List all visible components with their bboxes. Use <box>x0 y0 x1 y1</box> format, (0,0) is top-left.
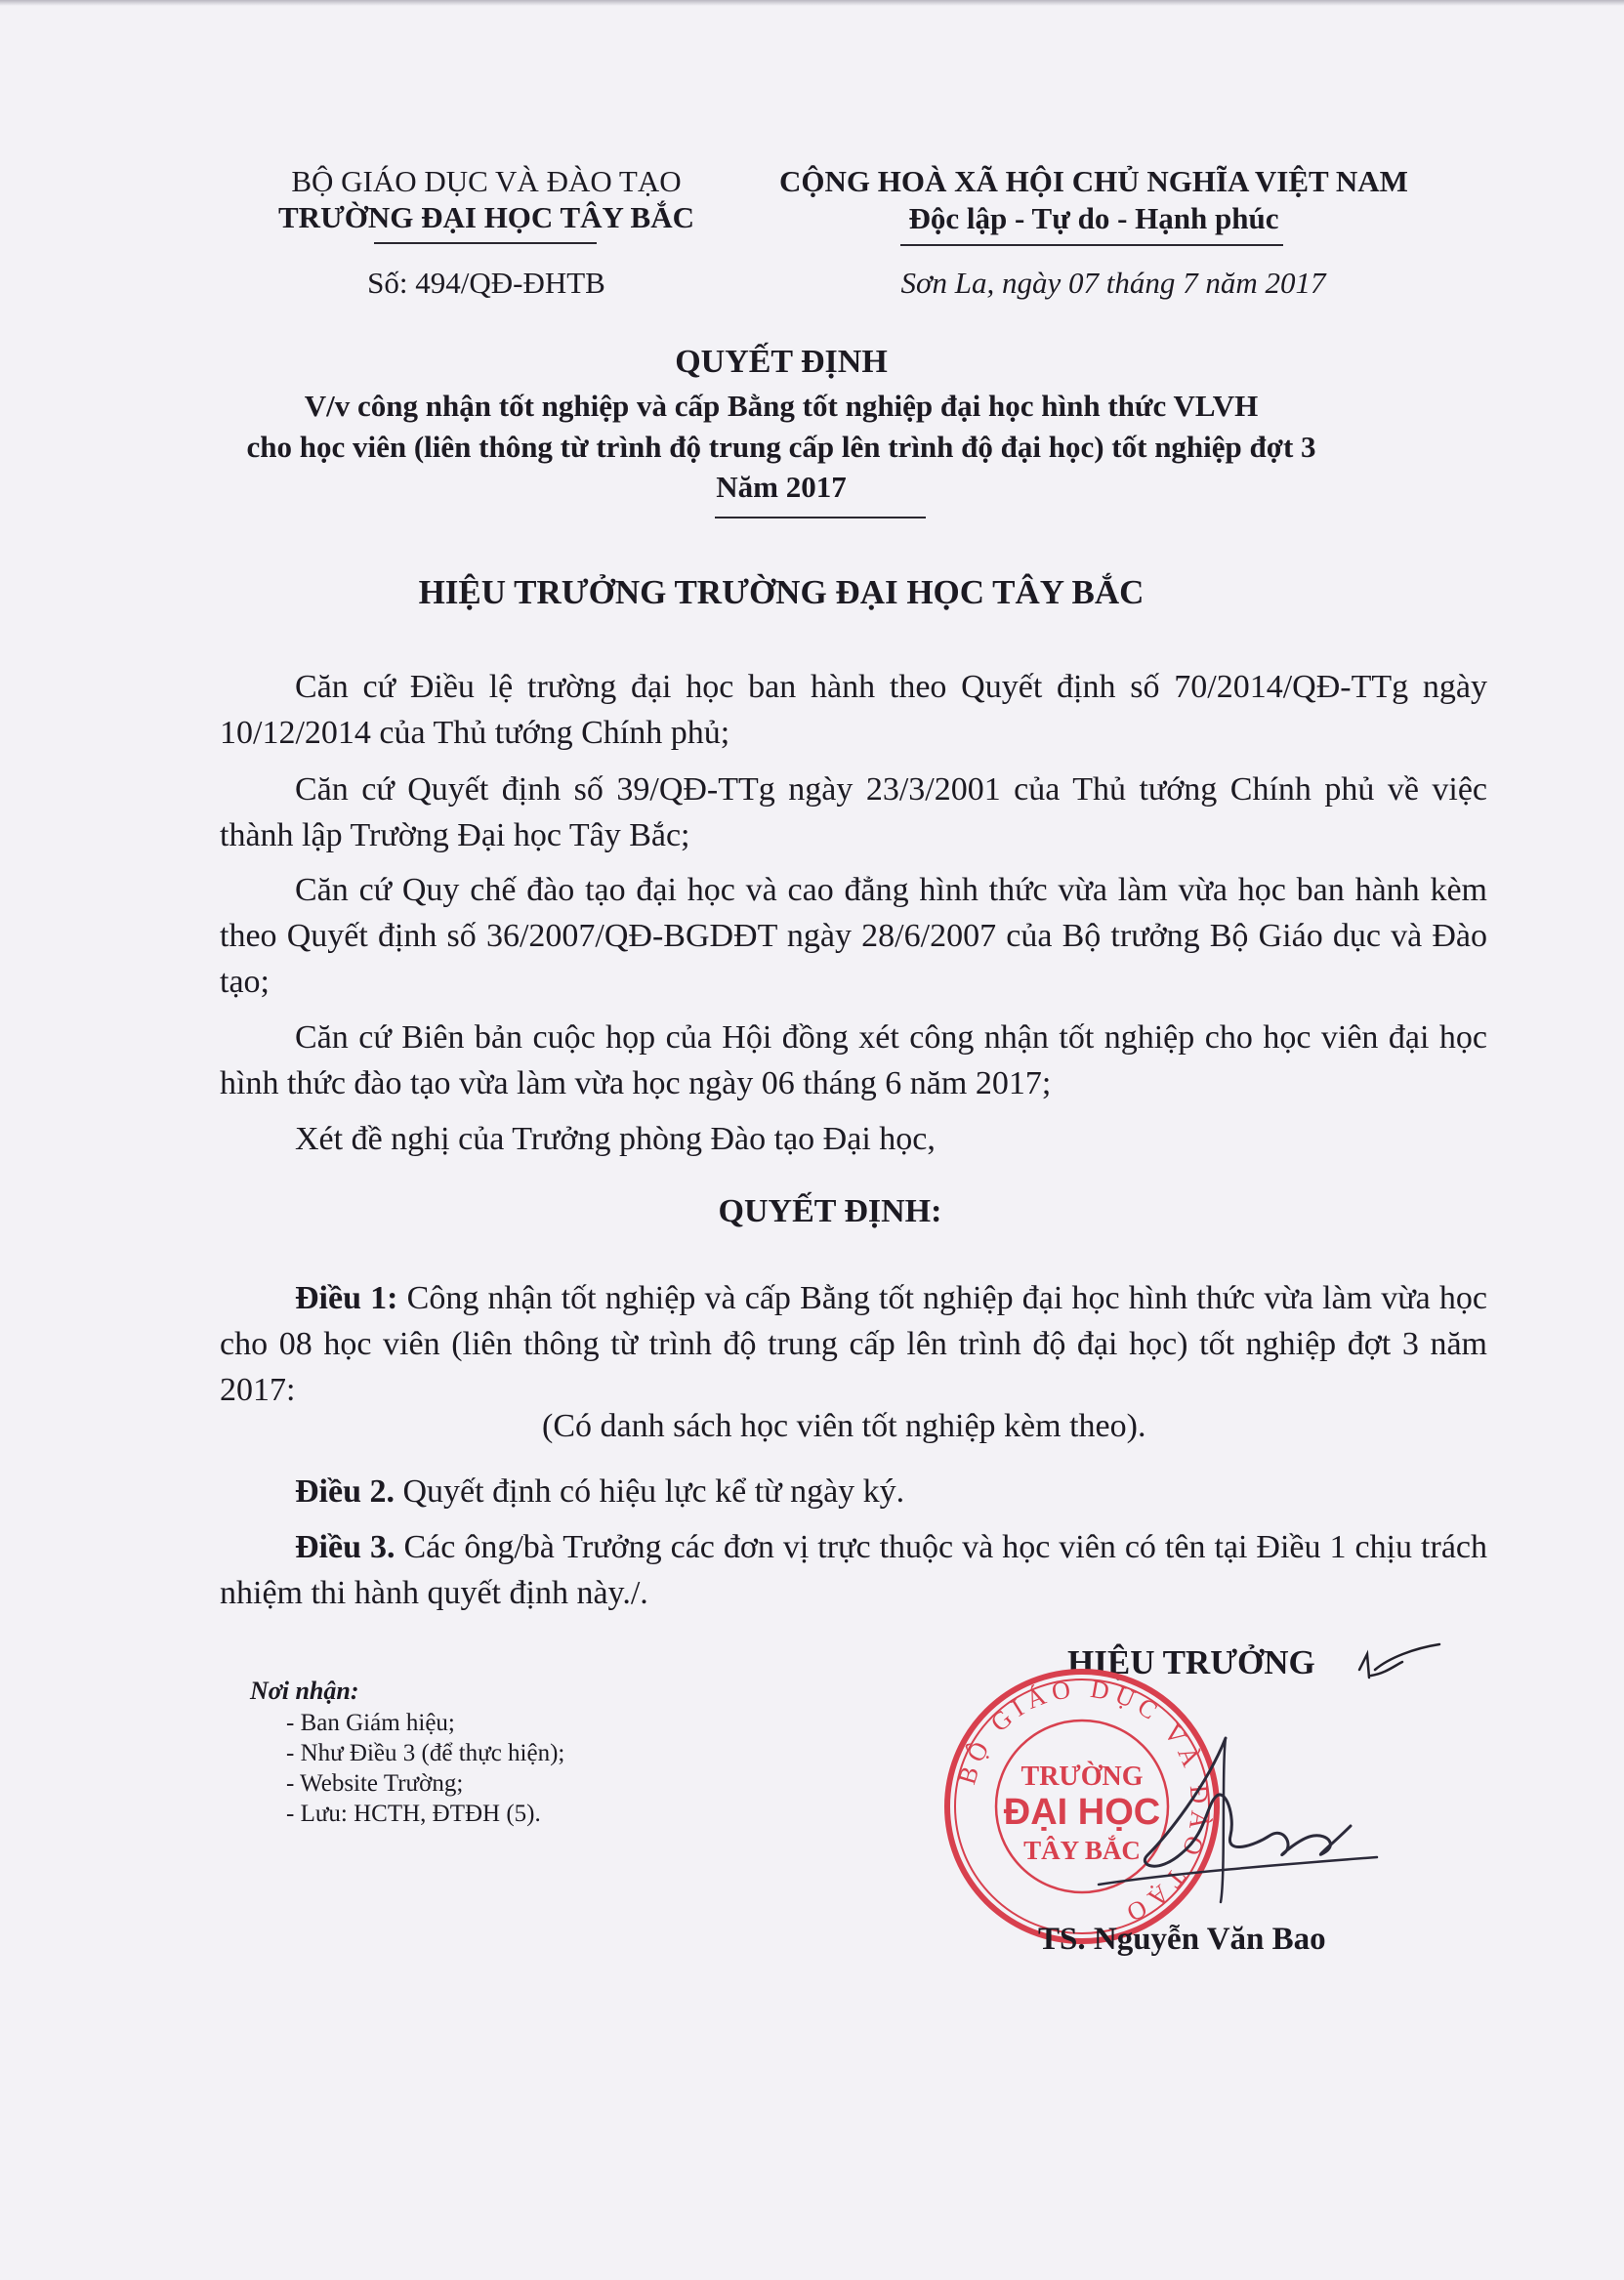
seal-ring-text: BỘ GIÁO DỤC VÀ ĐÀO TẠO <box>952 1674 1215 1930</box>
article-1-text: Công nhận tốt nghiệp và cấp Bằng tốt nghiệp đại học hình thức vừa làm vừa học cho 08 học viên (liên thông từ trình độ trung cấp lên trình độ đại học) tốt nghiệp đợt 3 năm 2017: <box>220 1280 1488 1408</box>
consideration-3: Căn cứ Quy chế đào tạo đại học và cao đẳng hình thức vừa làm vừa học ban hành kèm theo Quyết định số 36/2007/QĐ-BGDĐT ngày 28/6/2007 của Bộ trưởng Bộ Giáo dục và Đào tạo; <box>220 872 1487 1000</box>
decision-heading: QUYẾT ĐỊNH: <box>718 1193 942 1229</box>
consideration-5: Xét đề nghị của Trưởng phòng Đào tạo Đại học, <box>295 1121 936 1157</box>
university-underline <box>374 242 597 244</box>
consideration-1: Căn cứ Điều lệ trường đại học ban hành theo Quyết định số 70/2014/QĐ-TTg ngày 10/12/2014 của Thủ tướng Chính phủ; <box>220 669 1487 751</box>
recipients-item: - Website Trường; <box>286 1770 464 1797</box>
recipients-item: - Ban Giám hiệu; <box>286 1710 455 1736</box>
national-motto: Độc lập - Tự do - Hạnh phúc <box>908 201 1279 235</box>
article-1 <box>220 1275 1487 1413</box>
title-line-3: Năm 2017 <box>716 470 847 504</box>
article-2 <box>220 1469 1487 1514</box>
recipients-item: - Như Điều 3 (để thực hiện); <box>286 1740 565 1766</box>
title-line-1: V/v công nhận tốt nghiệp và cấp Bằng tốt nghiệp đại học hình thức VLVH <box>304 389 1259 423</box>
scan-edge <box>0 0 1624 6</box>
article-2-text: Quyết định có hiệu lực kể từ ngày ký. <box>402 1473 905 1510</box>
signer-name: TS. Nguyễn Văn Bao <box>1038 1922 1326 1957</box>
article-3-label: Điều 3. <box>295 1529 396 1565</box>
seal-center-line-3: TÂY BẮC <box>1023 1836 1141 1865</box>
document-number: Số: 494/QĐ-ĐHTB <box>367 266 605 300</box>
initial-mark <box>1355 1640 1443 1689</box>
article-3 <box>220 1524 1487 1616</box>
consideration-2: Căn cứ Quyết định số 39/QĐ-TTg ngày 23/3/2001 của Thủ tướng Chính phủ về việc thành lập Trường Đại học Tây Bắc; <box>220 771 1487 853</box>
title-line-2: cho học viên (liên thông từ trình độ trung cấp lên trình độ đại học) tốt nghiệp đợt 3 <box>246 430 1316 464</box>
consideration-4: Căn cứ Biên bản cuộc họp của Hội đồng xét công nhận tốt nghiệp cho học viên đại học hình thức đào tạo vừa làm vừa học ngày 06 tháng 6 năm 2017; <box>220 1019 1487 1101</box>
signer-role: HIỆU TRƯỞNG <box>1067 1643 1315 1681</box>
recipients-item: - Lưu: HCTH, ĐTĐH (5). <box>286 1801 541 1827</box>
article-2-label: Điều 2. <box>295 1473 395 1510</box>
handwritten-signature <box>1089 1728 1382 1904</box>
document-title: QUYẾT ĐỊNH <box>675 344 888 380</box>
article-1-label: Điều 1: <box>295 1280 398 1316</box>
country-name: CỘNG HOÀ XÃ HỘI CHỦ NGHĨA VIỆT NAM <box>779 164 1408 198</box>
title-underline <box>715 517 926 518</box>
recipients-heading: Nơi nhận: <box>250 1677 359 1705</box>
seal-center-line-1: TRƯỜNG <box>1020 1762 1144 1792</box>
university-name: TRƯỜNG ĐẠI HỌC TÂY BẮC <box>278 200 694 234</box>
ministry-name: BỘ GIÁO DỤC VÀ ĐÀO TẠO <box>291 164 682 198</box>
seal-center-line-2: ĐẠI HỌC <box>1003 1792 1161 1833</box>
place-date: Sơn La, ngày 07 tháng 7 năm 2017 <box>900 266 1326 300</box>
article-3-text: Các ông/bà Trưởng các đơn vị trực thuộc và học viên có tên tại Điều 1 chịu trách nhiệm thi hành quyết định này./. <box>220 1529 1488 1611</box>
article-1-note: (Có danh sách học viên tốt nghiệp kèm theo). <box>542 1408 1146 1444</box>
issuing-authority: HIỆU TRƯỞNG TRƯỜNG ĐẠI HỌC TÂY BẮC <box>418 573 1145 611</box>
motto-underline <box>900 244 1283 246</box>
